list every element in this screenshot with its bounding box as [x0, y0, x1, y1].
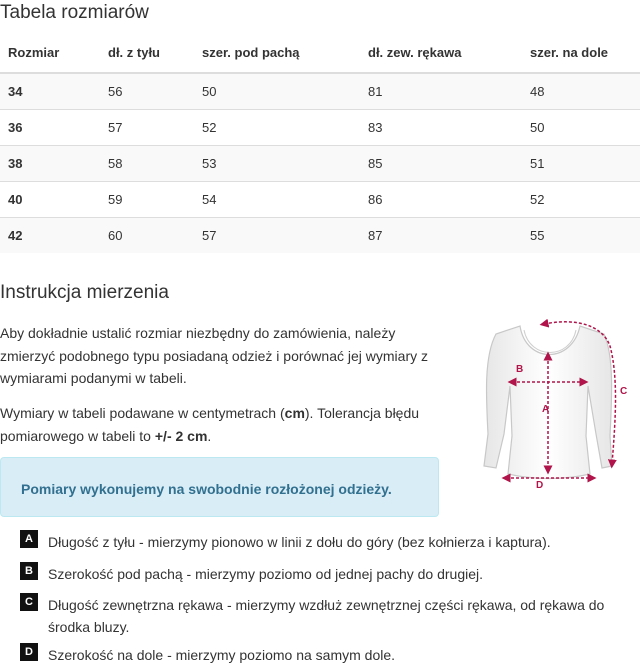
table-cell: 55: [522, 218, 640, 254]
table-cell: 60: [100, 218, 194, 254]
size-table: [0, 32, 640, 253]
table-cell: 38: [0, 146, 100, 182]
table-cell: 85: [360, 146, 522, 182]
table-cell: 57: [194, 218, 360, 254]
legend-badge-a: A: [20, 530, 38, 548]
units-text-middle: ). Tolerancja błędu pomiarowego w tabeli to: [0, 405, 420, 444]
header-size: Rozmiar: [0, 32, 100, 73]
legend-text-d: Szerokość na dole - mierzymy poziomo na samym dole.: [48, 647, 396, 663]
table-row: [0, 110, 640, 146]
legend-text-b: Szerokość pod pachą - mierzymy poziomo od jednej pachy do drugiej.: [48, 566, 484, 582]
table-cell: 51: [522, 146, 640, 182]
table-header-row: [0, 32, 640, 73]
figure-label-d: D: [536, 480, 544, 491]
header-chest-width: szer. pod pachą: [194, 32, 360, 73]
table-cell: 59: [100, 182, 194, 218]
units-paragraph: [0, 402, 440, 447]
header-back-length: dł. z tyłu: [100, 32, 194, 73]
units-text-end: .: [207, 427, 212, 444]
table-cell: 40: [0, 182, 100, 218]
table-cell: 87: [360, 218, 522, 254]
units-text-start: Wymiary w tabeli podawane w centymetrach (: [0, 405, 285, 421]
legend-text-a: Długość z tyłu - mierzymy pionowo w linii z dołu do góry (bez kołnierza i kaptura).: [48, 534, 551, 550]
table-row: [0, 73, 640, 110]
table-cell: 36: [0, 110, 100, 146]
table-cell: 34: [0, 73, 100, 110]
figure-label-a: A: [542, 404, 550, 415]
info-alert-text: Pomiary wykonujemy na swobodnie rozłożonej odzieży.: [21, 481, 392, 497]
table-cell: 50: [194, 73, 360, 110]
table-cell: 56: [100, 73, 194, 110]
shirt-measurement-diagram: [464, 316, 640, 496]
table-cell: 54: [194, 182, 360, 218]
legend-badge-c: C: [20, 593, 38, 611]
legend-badge-b: B: [20, 562, 38, 580]
header-bottom-width: szer. na dole: [522, 32, 640, 73]
table-cell: 83: [360, 110, 522, 146]
instructions-paragraph: Aby dokładnie ustalić rozmiar niezbędny do zamówienia, należy zmierzyć podobnego typu posiadaną odzież i porównać jej wymiary z wymiarami podanymi w tabeli.: [0, 325, 428, 386]
instructions-title: Instrukcja mierzenia: [0, 282, 169, 303]
table-cell: 50: [522, 110, 640, 146]
table-cell: 48: [522, 73, 640, 110]
size-table-title: Tabela rozmiarów: [0, 2, 149, 23]
figure-label-c: C: [620, 386, 628, 397]
table-cell: 52: [522, 182, 640, 218]
table-cell: 57: [100, 110, 194, 146]
table-row: [0, 146, 640, 182]
table-cell: 42: [0, 218, 100, 254]
table-cell: 81: [360, 73, 522, 110]
table-row: [0, 182, 640, 218]
header-sleeve-length: dł. zew. rękawa: [360, 32, 522, 73]
tolerance-value: +/- 2 cm: [154, 427, 208, 444]
legend-text-c: Długość zewnętrzna rękawa - mierzymy wzdłuż zewnętrznej części rękawa, od rękawa do środka bluzy.: [48, 597, 605, 635]
figure-label-b: B: [516, 364, 524, 375]
table-cell: 58: [100, 146, 194, 182]
legend-badge-d: D: [20, 643, 38, 661]
table-row: [0, 218, 640, 254]
info-alert: [0, 457, 439, 517]
table-cell: 86: [360, 182, 522, 218]
unit-value: cm: [284, 405, 305, 421]
table-cell: 52: [194, 110, 360, 146]
table-cell: 53: [194, 146, 360, 182]
